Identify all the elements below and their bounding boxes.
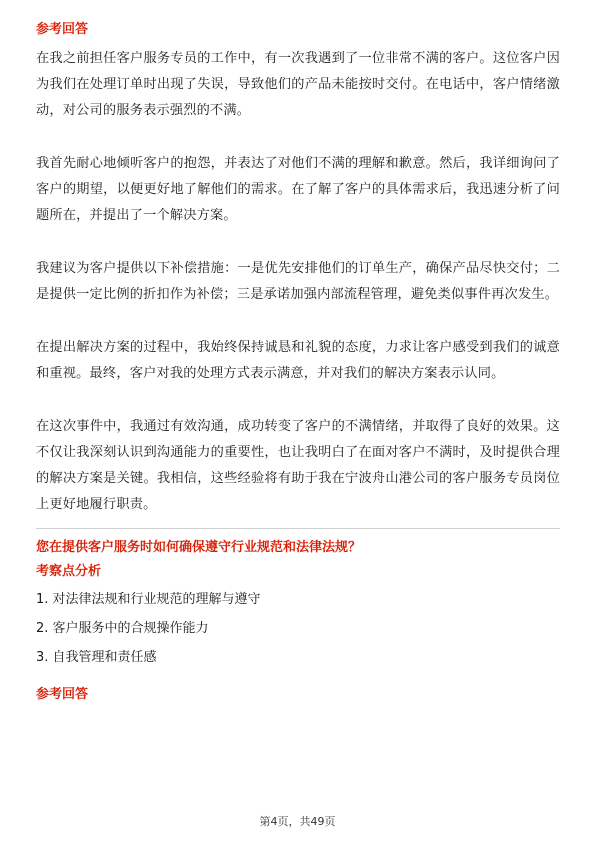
answer-paragraph-1: 在我之前担任客户服务专员的工作中，有一次我遇到了一位非常不满的客户。这位客户因为我们在处理订单时出现了失误，导致他们的产品未能按时交付。在电话中，客户情绪激动，对公司的服务表示强烈的不满。 xyxy=(36,51,560,118)
reference-answer-heading: 参考回答 xyxy=(36,22,89,37)
analysis-heading: 考察点分析 xyxy=(36,564,102,579)
analysis-item-1: 1. 对法律法规和行业规范的理解与遵守 xyxy=(36,592,261,607)
answer-paragraph-3: 我建议为客户提供以下补偿措施：一是优先安排他们的订单生产，确保产品尽快交付；二是提供一定比例的折扣作为补偿；三是承诺加强内部流程管理，避免类似事件再次发生。 xyxy=(36,261,560,302)
answer-paragraph-2: 我首先耐心地倾听客户的抱怨，并表达了对他们不满的理解和歉意。然后，我详细询问了客户的期望，以便更好地了解他们的需求。在了解了客户的具体需求后，我迅速分析了问题所在，并提出了一个解决方案。 xyxy=(36,156,560,223)
interview-question: 您在提供客户服务时如何确保遵守行业规范和法律法规？ xyxy=(36,540,362,555)
answer-paragraph-4: 在提出解决方案的过程中，我始终保持诚恳和礼貌的态度，力求让客户感受到我们的诚意和重视。最终，客户对我的处理方式表示满意，并对我们的解决方案表示认同。 xyxy=(36,340,560,381)
answer-paragraph-5: 在这次事件中，我通过有效沟通，成功转变了客户的不满情绪，并取得了良好的效果。这不仅让我深刻认识到沟通能力的重要性，也让我明白了在面对客户不满时，及时提供合理的解决方案是关键。我相信，这些经验将有助于我在宁波舟山港公司的客户服务专员岗位上更好地履行职责。 xyxy=(36,419,560,512)
document-page xyxy=(36,20,560,706)
section-divider xyxy=(36,528,560,529)
reference-answer-heading-2: 参考回答 xyxy=(36,687,89,702)
page-number: 第4页，共49页 xyxy=(259,815,336,828)
analysis-item-3: 3. 自我管理和责任感 xyxy=(36,650,157,665)
analysis-item-2: 2. 客户服务中的合规操作能力 xyxy=(36,621,209,636)
analysis-list xyxy=(36,585,560,672)
